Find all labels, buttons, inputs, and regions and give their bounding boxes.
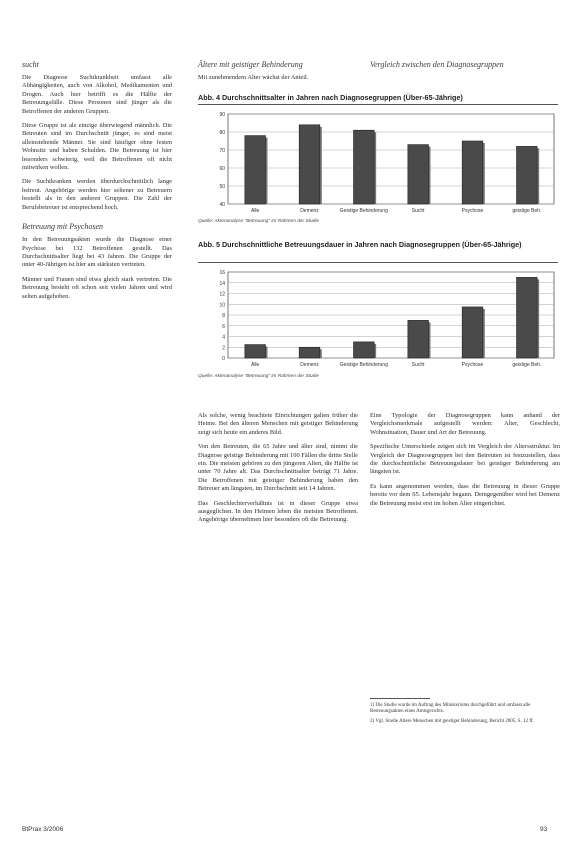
left-column xyxy=(22,60,172,307)
middle-column xyxy=(198,412,358,531)
y-tick-label: 6 xyxy=(222,323,225,330)
figure4-intro-text: Mit zunehmendem Alter wächst der Anteil. xyxy=(198,74,309,81)
bar xyxy=(299,125,320,204)
right-top-heading: Vergleich zwischen den Diagnosegruppen xyxy=(370,60,504,69)
left-paragraph: Diese Gruppe ist als einzige überwiegend männlich. Die Betreuten sind im Durchschnitt jünger, es sind meist alleinstehende Männer. Sie sind häufiger ohne festen Wohnsitz und haben Schulden. Die Betreuung ist hier besonders schwierig, weil die Betroffenen oft nicht mitwirken wollen. xyxy=(22,122,172,172)
footnotes xyxy=(370,703,560,728)
y-tick-label: 10 xyxy=(219,302,225,309)
bar xyxy=(245,345,266,358)
bar xyxy=(408,320,429,358)
bar xyxy=(462,307,483,358)
bar xyxy=(462,141,483,204)
x-tick-label: Geistige Behinderung xyxy=(339,208,388,214)
page-number: 93 xyxy=(540,826,548,833)
x-tick-label: geistige Beh. xyxy=(512,362,542,368)
middle-paragraph: Von den Betreuten, die 65 Jahre und älter sind, nimmt die Diagnose geistige Behinderung mit 100 Fällen die dritte Stelle ein. Die meisten gehören zu den jüngeren Alten, die Hälfte ist unter 70 Jahre alt. Das Durchschnittsalter beträgt 71 Jahre. Die Betroffenen mit geistiger Behinderung haben den Betreuer am längsten, im Durchschnitt seit 14 Jahren. xyxy=(198,443,358,493)
right-column xyxy=(370,412,560,514)
y-tick-label: 14 xyxy=(219,280,225,287)
figure5-caption: Quelle: Aktenanalyse "Betreuung" im Rahmen der Studie xyxy=(198,374,320,379)
y-tick-label: 0 xyxy=(222,356,225,362)
figure5-title: Abb. 5 Durchschnittliche Betreuungsdauer in Jahren nach Diagnosegruppen (Über-65-Jährige) xyxy=(198,240,522,249)
bar xyxy=(408,145,429,204)
x-tick-label: Sucht xyxy=(411,208,425,214)
y-tick-label: 2 xyxy=(222,345,225,352)
x-tick-label: Demenz xyxy=(300,208,319,214)
bar xyxy=(245,136,266,204)
bar xyxy=(517,146,538,204)
y-tick-label: 90 xyxy=(219,112,225,118)
middle-paragraph: Als solche, wenig beachtete Einrichtungen galten früher die Heime. Bei den älteren Menschen mit geistiger Behinderung zeigt sich heute ein anderes Bild. xyxy=(198,412,358,436)
y-tick-label: 4 xyxy=(222,334,225,341)
y-tick-label: 8 xyxy=(222,313,225,319)
left-paragraph: Männer und Frauen sind etwa gleich stark vertreten. Die Betreuung besteht oft schon seit vielen Jahren und wird selten aufgehoben. xyxy=(22,275,172,300)
figure4-rule xyxy=(198,104,558,105)
plot-area xyxy=(228,114,554,204)
middle-paragraph: Das Geschlechterverhältnis ist in dieser Gruppe etwa ausgeglichen. In den Heimen leben die meisten Betroffenen. Angehörige übernehmen hier besonders oft die Betreuung. xyxy=(198,499,358,524)
x-tick-label: Demenz xyxy=(300,362,319,368)
right-paragraph: Spezifische Unterschiede zeigen sich im Vergleich der Altersstruktur. Im Vergleich der Diagnosegruppen bei den Betreuten ist festzustellen, dass die durchschnittliche Betreuungsdauer bei geistiger Behinderung am längsten ist. xyxy=(370,443,560,476)
left-paragraph: In den Betreuungsakten wurde die Diagnose einer Psychose bei 132 Betroffenen gestellt. Das Durchschnittsalter liegt bei 43 Jahren. Die Gruppe der unter 40-Jährigen ist hier am stärksten vertreten. xyxy=(22,236,172,269)
left-paragraph: Die Diagnose Suchtkrankheit umfasst alle Abhängigkeiten, auch von Alkohol, Medikamenten und Drogen. Auch hier betrifft es die Hälfte der Betreuungsfälle. Diese Personen sind jünger als die Betroffenen der anderen Gruppen. xyxy=(22,74,172,115)
right-paragraph: Es kann angenommen werden, dass die Betreuung in dieser Gruppe bereits vor dem 65. Lebensjahr begann. Demgegenüber wird bei Demenz die Betreuung meist erst im hohen Alter eingerichtet. xyxy=(370,482,560,507)
x-tick-label: Alle xyxy=(250,362,260,368)
bar xyxy=(299,347,320,358)
right-top xyxy=(370,60,560,74)
left-paragraph: Die Suchtkranken werden überdurchschnittlich lange betreut. Angehörige werden hier seltener zu Betreuern bestellt als in den anderen Gruppen. Die Zahl der Berufsbetreuer ist entsprechend hoch. xyxy=(22,178,172,211)
x-tick-label: Sucht xyxy=(411,362,425,368)
figure4-intro xyxy=(198,60,358,88)
bar xyxy=(354,130,375,204)
y-tick-label: 60 xyxy=(219,166,225,172)
x-tick-label: Psychose xyxy=(461,362,484,368)
y-tick-label: 16 xyxy=(219,270,225,276)
x-tick-label: Geistige Behinderung xyxy=(339,362,388,368)
journal-footer: BtPrax 3/2006 xyxy=(22,826,64,833)
bar xyxy=(354,342,375,358)
y-tick-label: 80 xyxy=(219,130,225,136)
footnote: 1) Die Studie wurde im Auftrag des Ministeriums durchgeführt und umfasst alle Betreuungsakten eines Amtsgerichts. xyxy=(370,703,531,715)
y-tick-label: 50 xyxy=(219,184,225,190)
right-paragraph: Eine Typologie der Diagnosegruppen kann anhand der Vergleichsmerkmale aufgestellt werden: Alter, Geschlecht, Wohnsituation, Dauer und Art der Betreuung. xyxy=(370,412,560,436)
left-subheading: Betreuung mit Psychosen xyxy=(22,222,104,232)
left-section-heading: sucht xyxy=(22,60,39,69)
y-tick-label: 12 xyxy=(219,291,225,298)
x-tick-label: geistige Beh. xyxy=(512,208,542,214)
figure5-rule xyxy=(198,262,558,263)
x-tick-label: Psychose xyxy=(461,208,484,214)
footnote: 2) Vgl. Studie Altere Menschen mit geistiger Behinderung, Bericht 2005, S. 12 ff. xyxy=(370,718,534,724)
figure5-chart xyxy=(198,266,558,370)
figure4-title: Abb. 4 Durchschnittsalter in Jahren nach Diagnosegruppen (Über-65-Jährige) xyxy=(198,93,463,102)
bar xyxy=(517,277,538,358)
x-tick-label: Alle xyxy=(250,208,260,214)
figure4-caption: Quelle: Aktenanalyse "Betreuung" im Rahmen der Studie xyxy=(198,219,320,224)
y-tick-label: 40 xyxy=(219,202,225,208)
y-tick-label: 70 xyxy=(219,148,225,154)
figure4-section-heading: Ältere mit geistiger Behinderung xyxy=(198,60,303,69)
figure4-chart xyxy=(198,108,558,216)
footnote-rule xyxy=(370,698,430,699)
